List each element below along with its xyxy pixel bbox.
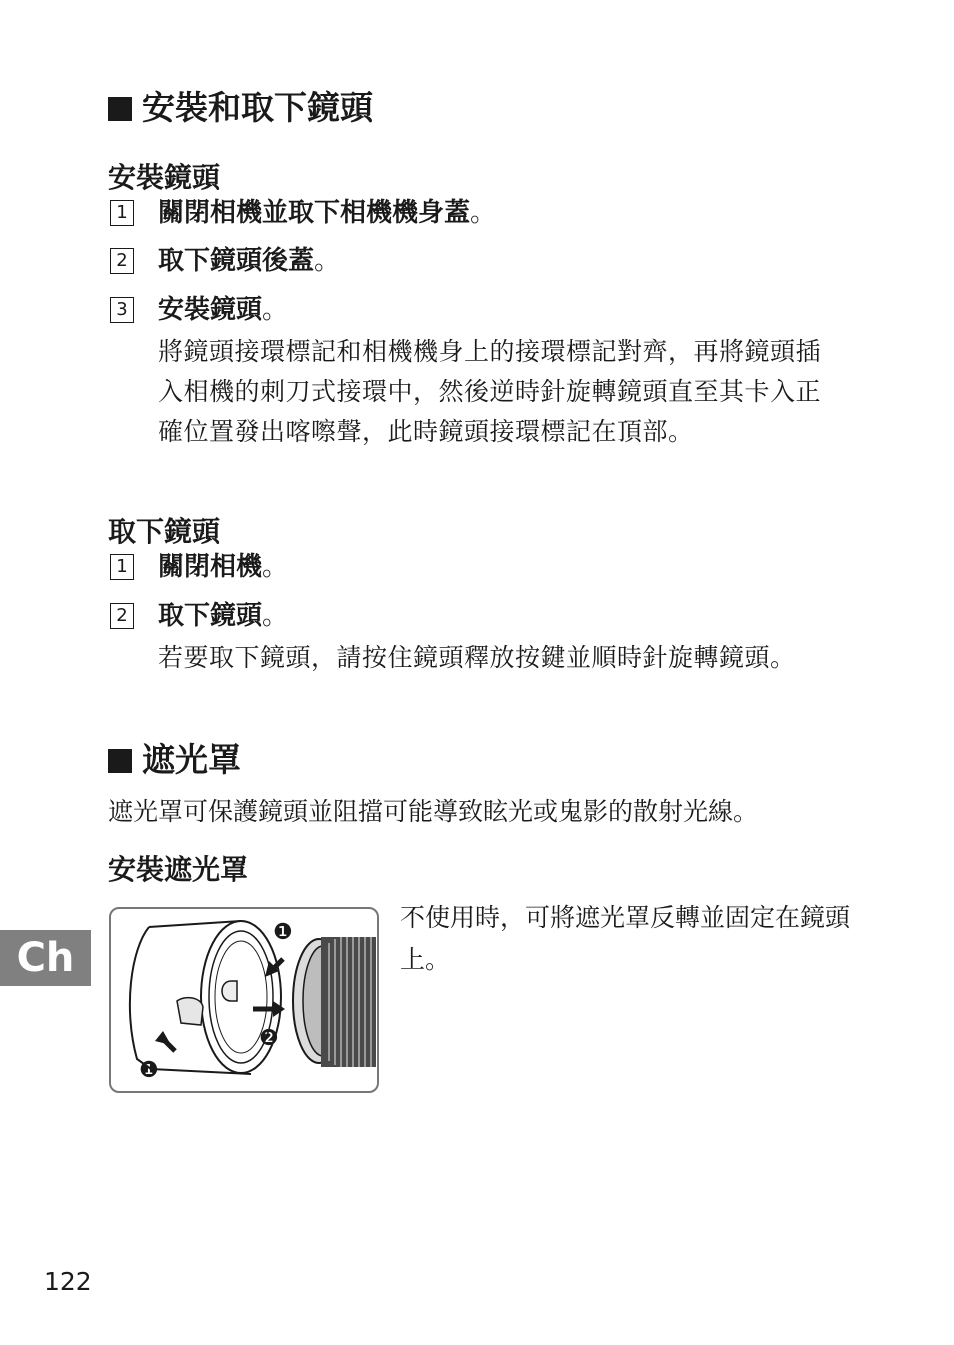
figure-caption: 不使用時，可將遮光罩反轉並固定在鏡頭上。 (400, 903, 851, 974)
step-label: 取下鏡頭。 (158, 601, 289, 631)
section-heading-lens-hood: 遮光罩 (108, 740, 241, 780)
intro-paragraph: 遮光罩可保護鏡頭並阻擋可能導致眩光或鬼影的散射光線。 (108, 797, 759, 826)
step-label: 安裝鏡頭。 (158, 295, 289, 325)
language-tab: Ch (0, 930, 91, 986)
subheading-attach-hood: 安裝遮光罩 (108, 853, 249, 886)
subheading-detach-lens: 取下鏡頭 (108, 515, 221, 548)
step-label: 關閉相機。 (158, 552, 289, 582)
square-bullet-icon (108, 97, 132, 121)
step-number: 1 (110, 200, 134, 226)
step-number: 2 (110, 603, 134, 629)
section-heading-mount: 安裝和取下鏡頭 (108, 88, 373, 128)
step-label: 取下鏡頭後蓋。 (158, 246, 341, 276)
step-number: 3 (110, 297, 134, 323)
subheading-attach-lens: 安裝鏡頭 (108, 161, 221, 194)
callout-1-icon: ❶ (273, 920, 293, 945)
step-body-text: 若要取下鏡頭，請按住鏡頭釋放按鍵並順時針旋轉鏡頭。 (158, 643, 796, 672)
page-number: 122 (44, 1267, 92, 1296)
square-bullet-icon (108, 749, 132, 773)
step-label: 關閉相機並取下相機機身蓋。 (158, 198, 497, 228)
step-body-text: 將鏡頭接環標記和相機機身上的接環標記對齊，再將鏡頭插入相機的刺刀式接環中，然後逆時針旋轉鏡頭直至其卡入正確位置發出喀嚓聲，此時鏡頭接環標記在頂部。 (158, 337, 822, 446)
callout-1-icon: ❶ (139, 1058, 159, 1083)
lens-hood-illustration (109, 907, 379, 1093)
step-number: 2 (110, 248, 134, 274)
callout-2-icon: ❷ (259, 1026, 279, 1051)
step-number: 1 (110, 554, 134, 580)
